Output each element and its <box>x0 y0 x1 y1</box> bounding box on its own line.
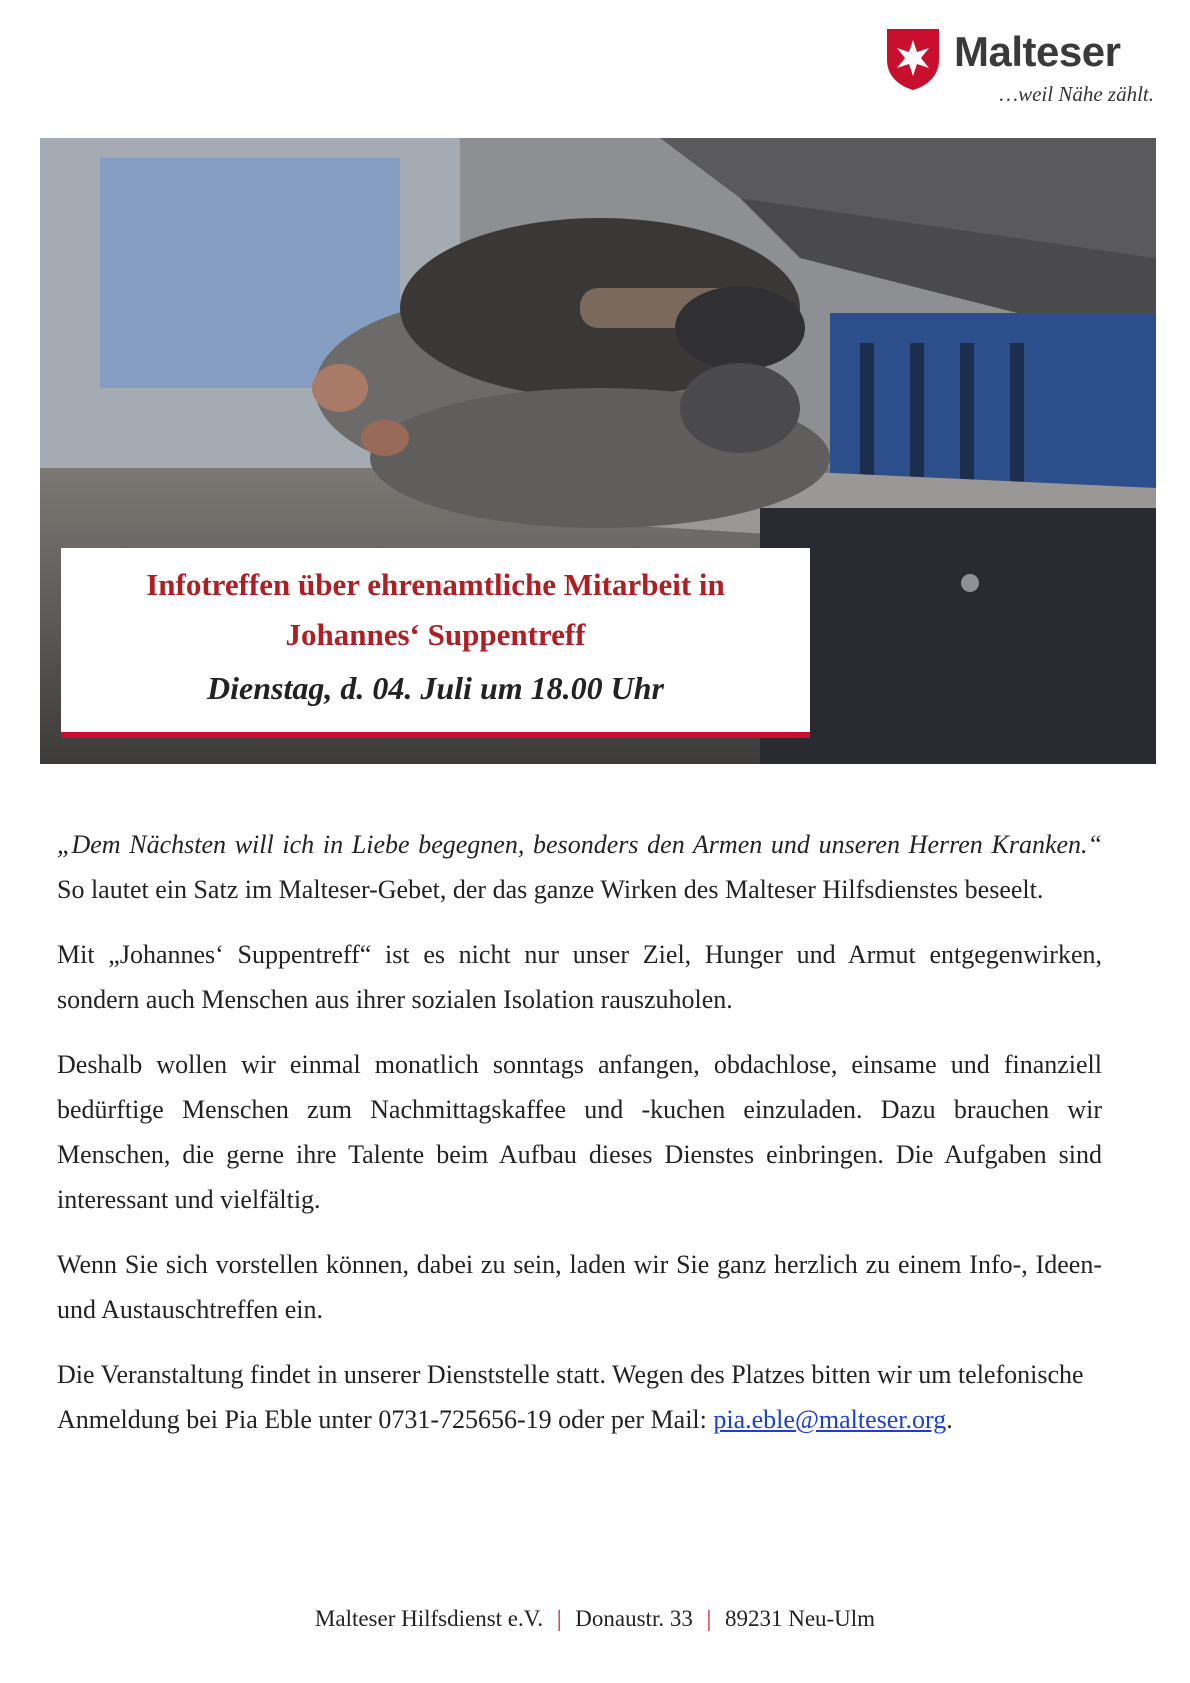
event-title-line-2: Johannes‘ Suppentreff <box>285 617 586 652</box>
paragraph-5-end: . <box>946 1405 953 1434</box>
event-title-card <box>61 548 810 738</box>
brand-tagline: …weil Nähe zählt. <box>999 82 1154 106</box>
malteser-logo <box>884 24 1154 114</box>
event-date: Dienstag, d. 04. Juli um 18.00 Uhr <box>207 670 664 706</box>
paragraph-1 <box>57 822 1102 912</box>
email-link[interactable]: pia.eble@malteser.org <box>713 1405 947 1434</box>
footer-org: Malteser Hilfsdienst e.V. <box>314 1606 544 1631</box>
brand-name: Malteser <box>954 28 1121 75</box>
paragraph-1-text: So lautet ein Satz im Malteser-Gebet, der das ganze Wirken des Malteser Hilfsdienstes beseelt. <box>57 875 1044 904</box>
paragraph-4: Wenn Sie sich vorstellen können, dabei zu sein, laden wir Sie ganz herzlich zu einem Info-, Ideen- und Austauschtreffen ein. <box>57 1250 1102 1324</box>
body-text <box>57 822 1102 1462</box>
paragraph-3: Deshalb wollen wir einmal monatlich sonntags anfangen, obdachlose, einsame und finanziell bedürftige Menschen zum Nachmittagskaffee und -kuchen einzuladen. Dazu brauchen wir Menschen, die gerne ihre Talente beim Aufbau dieses Dienstes einbringen. Die Aufgaben sind interessant und vielfältig. <box>57 1050 1102 1214</box>
footer-separator: | <box>556 1606 562 1631</box>
prayer-quote: „Dem Nächsten will ich in Liebe begegnen, besonders den Armen und unseren Herren Kranken.“ <box>57 830 1102 859</box>
event-title-line-1: Infotreffen über ehrenamtliche Mitarbeit in <box>146 567 725 602</box>
malteser-cross-shield-icon <box>884 26 942 92</box>
footer-city: 89231 Neu-Ulm <box>724 1606 876 1631</box>
paragraph-5-text: Die Veranstaltung findet in unserer Dienststelle statt. Wegen des Platzes bitten wir um telefonische Anmeldung bei Pia Eble unter 0731-725656-19 oder per Mail: <box>57 1360 1084 1434</box>
footer-address <box>0 1606 1190 1632</box>
footer-separator: | <box>706 1606 712 1631</box>
footer-street: Donaustr. 33 <box>575 1606 693 1631</box>
paragraph-5 <box>57 1352 1102 1442</box>
paragraph-2: Mit „Johannes‘ Suppentreff“ ist es nicht nur unser Ziel, Hunger und Armut entgegenwirken, sondern auch Menschen aus ihrer sozialen Isolation rauszuholen. <box>57 940 1102 1014</box>
